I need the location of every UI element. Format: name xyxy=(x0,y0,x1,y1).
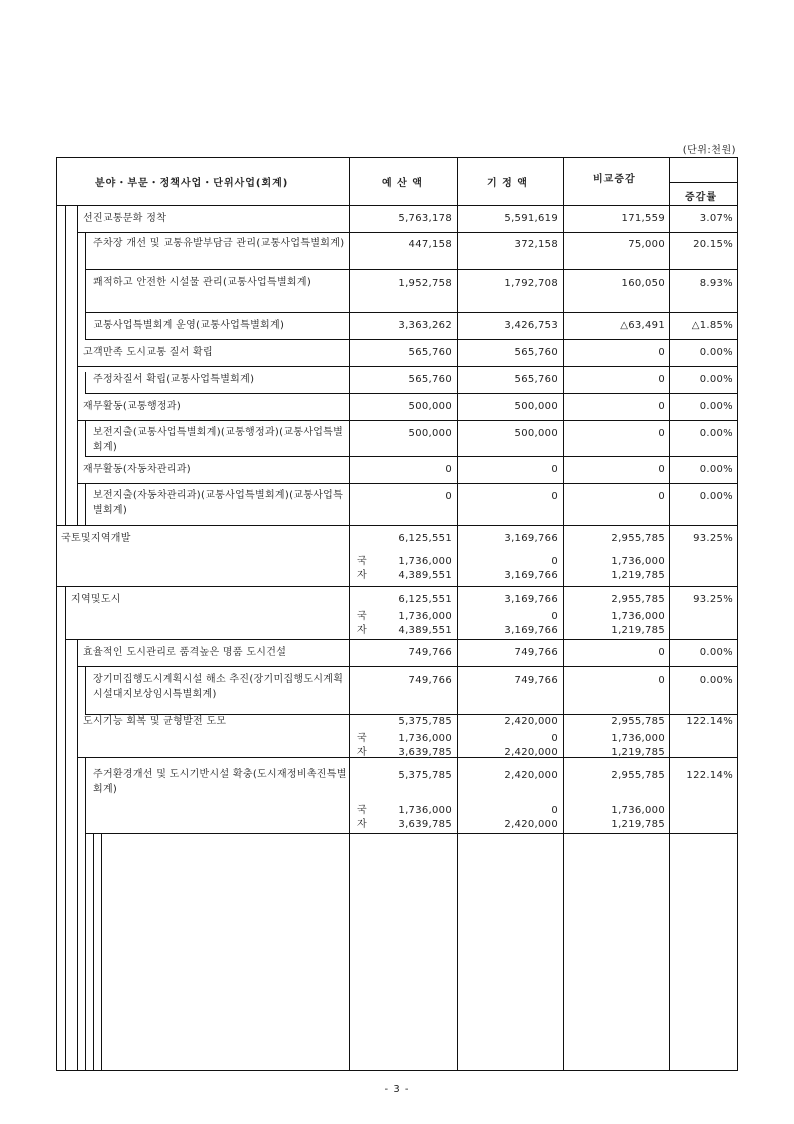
page-number: - 3 - xyxy=(384,1084,410,1095)
row-label: 주차장 개선 및 교통유발부담금 관리(교통사업특별회계) xyxy=(93,238,345,249)
header-col2: 예 산 액 xyxy=(382,178,423,189)
header-col1: 분야・부문・정책사업・단위사업(회계) xyxy=(95,178,289,189)
header-col4: 비교증감 xyxy=(593,174,636,185)
row-label: 주정차질서 확립(교통사업특별회계) xyxy=(93,374,255,385)
row-label: 지역및도시 xyxy=(71,594,121,605)
header-col3: 기 정 액 xyxy=(487,178,528,189)
col-divider xyxy=(349,158,350,1070)
row-label: 보전지출(교통사업특별회계)(교통행정과)(교통사업특별회계) xyxy=(93,427,344,453)
row-label: 재무활동(자동차관리과) xyxy=(83,464,192,475)
row-label: 장기미집행도시계획시설 해소 추진(장기미집행도시계획시설대지보상임시특별회계) xyxy=(93,674,344,700)
row-label: 도시기능 회복 및 균형발전 도모 xyxy=(83,716,227,727)
row-label: 효율적인 도시관리로 품격높은 명품 도시건설 xyxy=(83,647,287,658)
header-col5: 증감률 xyxy=(685,192,717,203)
budget-table: 분야・부문・정책사업・단위사업(회계) 예 산 액 기 정 액 비교증감 증감률 선진교통문화 정착 5,763,178 5,591,619 171,559 3.07% 주차장 개선 및 교통유발부담금 관리(교통사업특별회계) 447,158 372,158 75,000 20.15% 쾌적하고 안전한 시설물 관리(교통사업특별회계) 1,952,758 1,792,708 160,050 8.93% 교통사업특별회계 운영(교통사업특별회계) 3,363,262 3,426,753 △63,491 △1.85% 고객만족 도시교통 질서 확립 565,760 565,760 0 0.00% 주정차질서 확립(교통사업특별회계) 565,760 565,760 0 0.00% 재무활동(교통행정과) 500,000 500,000 0 0.00% 보전지출(교통사업특별회계)(교통행정과)(교통사업특별회계) 500,000 500,000 0 0.00% 재무활동(자동차관리과) 0 0 0 0.00% 보전지출(자동차관리과)(교통사업특별회계)(교통사업특별회계) 0 0 0 0.00% 국토및지역개발 6,125,551 3,169,766 2,955,785 93.25% 국 1,736,000 0 1,736,000 자 4,389,551 3,169,766 1,219,785 지역및도시 6,125,551 3,169,766 2,955,785 93.25% 국 1,736,000 0 1,736,000 자 4,389,551 3,169,766 1,219,785 효율적인 도시관리로 품격높은 명품 도시건설 749,766 749,766 0 0.00% 장기미집행도시계획시설 해소 추진(장기미집행도시계획시설대지보상임시특별회계) 749,766 749,766 0 0.00% 도시기능 회복 및 균형발전 도모 5,375,785 2,420,000 2,955,785 122.14% 국 1,736,000 0 1,736,000 자 3,639,785 2,420,000 1,219,785 주거환경개선 및 도시기반시설 확충(도시재정비촉진특별회계) 5,375,785 2,420,000 2,955,785 122.14% 국 1,736,000 0 1,736,000 자 3,639,785 2,420,000 1,219,785 xyxy=(56,157,738,1071)
col-divider xyxy=(563,158,564,1070)
row-label: 쾌적하고 안전한 시설물 관리(교통사업특별회계) xyxy=(93,277,312,288)
row-label: 교통사업특별회계 운영(교통사업특별회계) xyxy=(93,320,285,331)
row-label: 재무활동(교통행정과) xyxy=(83,401,182,412)
row-label: 선진교통문화 정착 xyxy=(83,213,167,224)
row-label: 주거환경개선 및 도시기반시설 확충(도시재정비촉진특별회계) xyxy=(93,769,347,795)
row-label: 고객만족 도시교통 질서 확립 xyxy=(83,347,213,358)
header-separator xyxy=(57,205,737,206)
col-divider xyxy=(457,158,458,1070)
row-label: 국토및지역개발 xyxy=(61,533,131,544)
row-label: 보전지출(자동차관리과)(교통사업특별회계)(교통사업특별회계) xyxy=(93,490,344,516)
col-divider xyxy=(669,158,670,1070)
unit-label: (단위:천원) xyxy=(682,145,736,156)
